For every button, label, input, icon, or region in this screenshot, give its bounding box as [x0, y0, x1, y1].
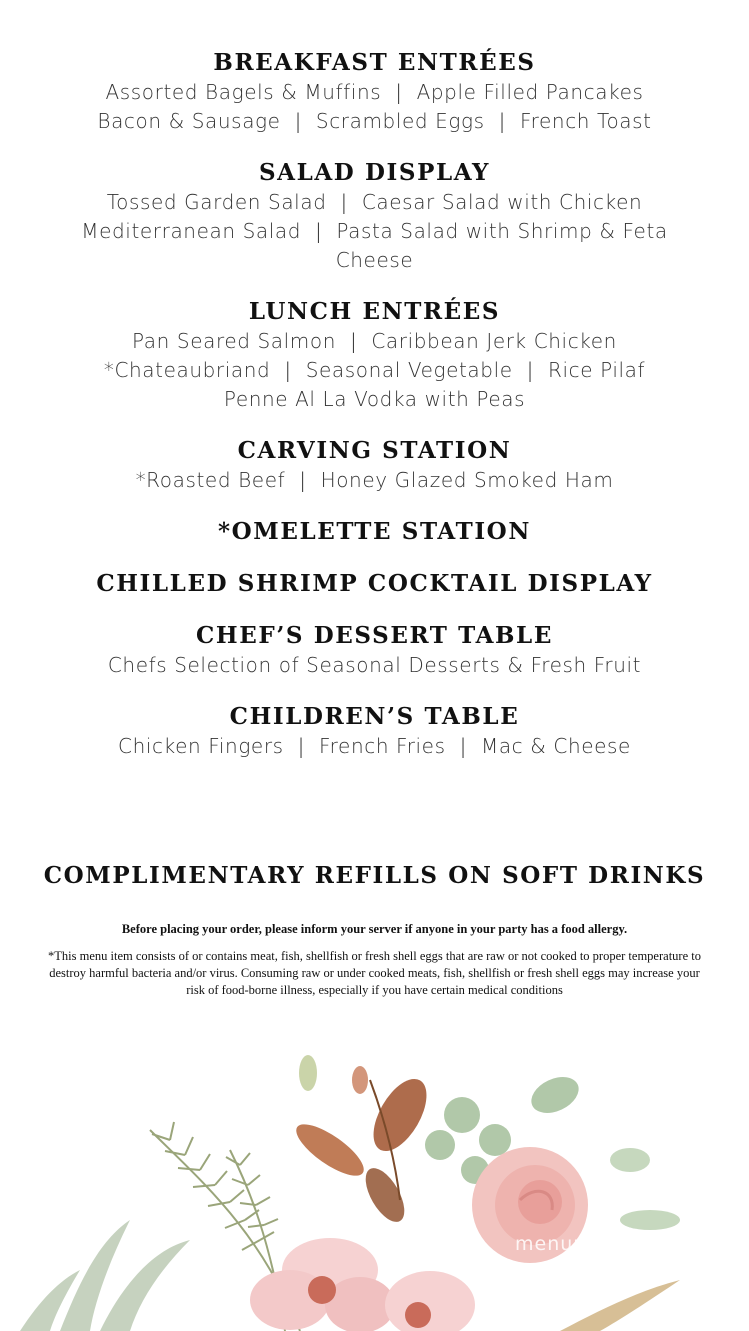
- menu-item: *Chateaubriand: [103, 358, 271, 382]
- menu-item: Tossed Garden Salad: [106, 190, 327, 214]
- section-heading: CHILLED SHRIMP COCKTAIL DISPLAY: [96, 570, 653, 597]
- menu-section: [0, 569, 749, 599]
- section-heading: CHILDREN’S TABLE: [229, 703, 520, 730]
- menu-item: French Fries: [319, 734, 446, 758]
- section-heading: CHEF’S DESSERT TABLE: [196, 622, 553, 649]
- separator: |: [297, 734, 306, 758]
- raw-food-disclaimer: *This menu item consists of or contains meat, fish, shellfish or fresh shell eggs that are raw or not cooked to proper temperature to destroy harmful bacteria and/or virus. Consuming raw or under cooked meats, fish, shellfish or fresh shell eggs may increase your risk of food-borne illness, especially if you have certain medical conditions: [48, 949, 701, 997]
- menu-item: Bacon & Sausage: [97, 109, 281, 133]
- menu-section: [0, 621, 749, 680]
- separator: |: [459, 734, 467, 758]
- menu-line: [0, 188, 749, 217]
- menu-item: Cheese: [335, 248, 414, 272]
- menu-item: Honey Glazed Smoked Ham: [320, 468, 614, 492]
- separator: |: [498, 109, 506, 133]
- menu-line: [0, 327, 749, 356]
- separator: |: [395, 80, 403, 104]
- separator: |: [294, 109, 302, 133]
- menu-item: Chefs Selection of Seasonal Desserts & Fresh Fruit: [107, 653, 642, 677]
- menu-line: [0, 356, 749, 385]
- orchid-icon: [250, 1238, 475, 1331]
- menu-item: Rice Pilaf: [547, 358, 646, 382]
- separator: |: [299, 468, 307, 492]
- menu-item: Seasonal Vegetable: [305, 358, 513, 382]
- menu-line: [0, 217, 749, 246]
- section-heading: SALAD DISPLAY: [258, 159, 491, 186]
- section-heading: BREAKFAST ENTRÉES: [213, 49, 536, 76]
- separator: |: [284, 358, 292, 382]
- menu-section: [0, 436, 749, 495]
- menu-item: Scrambled Eggs: [315, 109, 485, 133]
- watermark: menupix: [515, 1233, 605, 1255]
- menu-item: Caribbean Jerk Chicken: [371, 329, 617, 353]
- separator: |: [526, 358, 534, 382]
- menu-item: Penne Al La Vodka with Peas: [223, 387, 526, 411]
- fern-right-icon: [560, 1280, 680, 1331]
- menu-body: [0, 48, 749, 783]
- floral-decoration: [0, 1040, 749, 1331]
- menu-item: Chicken Fingers: [118, 734, 284, 758]
- section-heading: LUNCH ENTRÉES: [248, 298, 501, 325]
- menu-line: [0, 466, 749, 495]
- rust-leaves-icon: [289, 1066, 437, 1228]
- section-heading: *OMELETTE STATION: [218, 518, 531, 545]
- refills-notice: COMPLIMENTARY REFILLS ON SOFT DRINKS: [43, 862, 706, 889]
- menu-item: Mac & Cheese: [480, 734, 631, 758]
- allergy-notice: Before placing your order, please inform your server if anyone in your party has a food allergy.: [121, 922, 628, 936]
- menu-line: [0, 732, 749, 761]
- menu-line: [0, 78, 749, 107]
- menu-item: Assorted Bagels & Muffins: [105, 80, 382, 104]
- grass-leaves-icon: [20, 1220, 190, 1331]
- menu-section: [0, 158, 749, 275]
- menu-item: Pan Seared Salmon: [132, 329, 336, 353]
- separator: |: [340, 190, 348, 214]
- section-heading: CARVING STATION: [237, 437, 512, 464]
- menu-section: [0, 702, 749, 761]
- separator: |: [315, 219, 323, 243]
- menu-section: [0, 517, 749, 547]
- menu-item: Caesar Salad with Chicken: [361, 190, 643, 214]
- menu-line: [0, 107, 749, 136]
- separator: |: [350, 329, 358, 353]
- menu-line: [0, 651, 749, 680]
- menu-item: Pasta Salad with Shrimp & Feta: [336, 219, 668, 243]
- menu-item: Mediterranean Salad: [81, 219, 302, 243]
- menu-section: [0, 297, 749, 414]
- menu-item: *Roasted Beef: [135, 468, 286, 492]
- menu-item: French Toast: [519, 109, 652, 133]
- menu-item: Apple Filled Pancakes: [416, 80, 644, 104]
- menu-section: [0, 48, 749, 136]
- menu-line: [0, 385, 749, 414]
- menu-line: [0, 246, 749, 275]
